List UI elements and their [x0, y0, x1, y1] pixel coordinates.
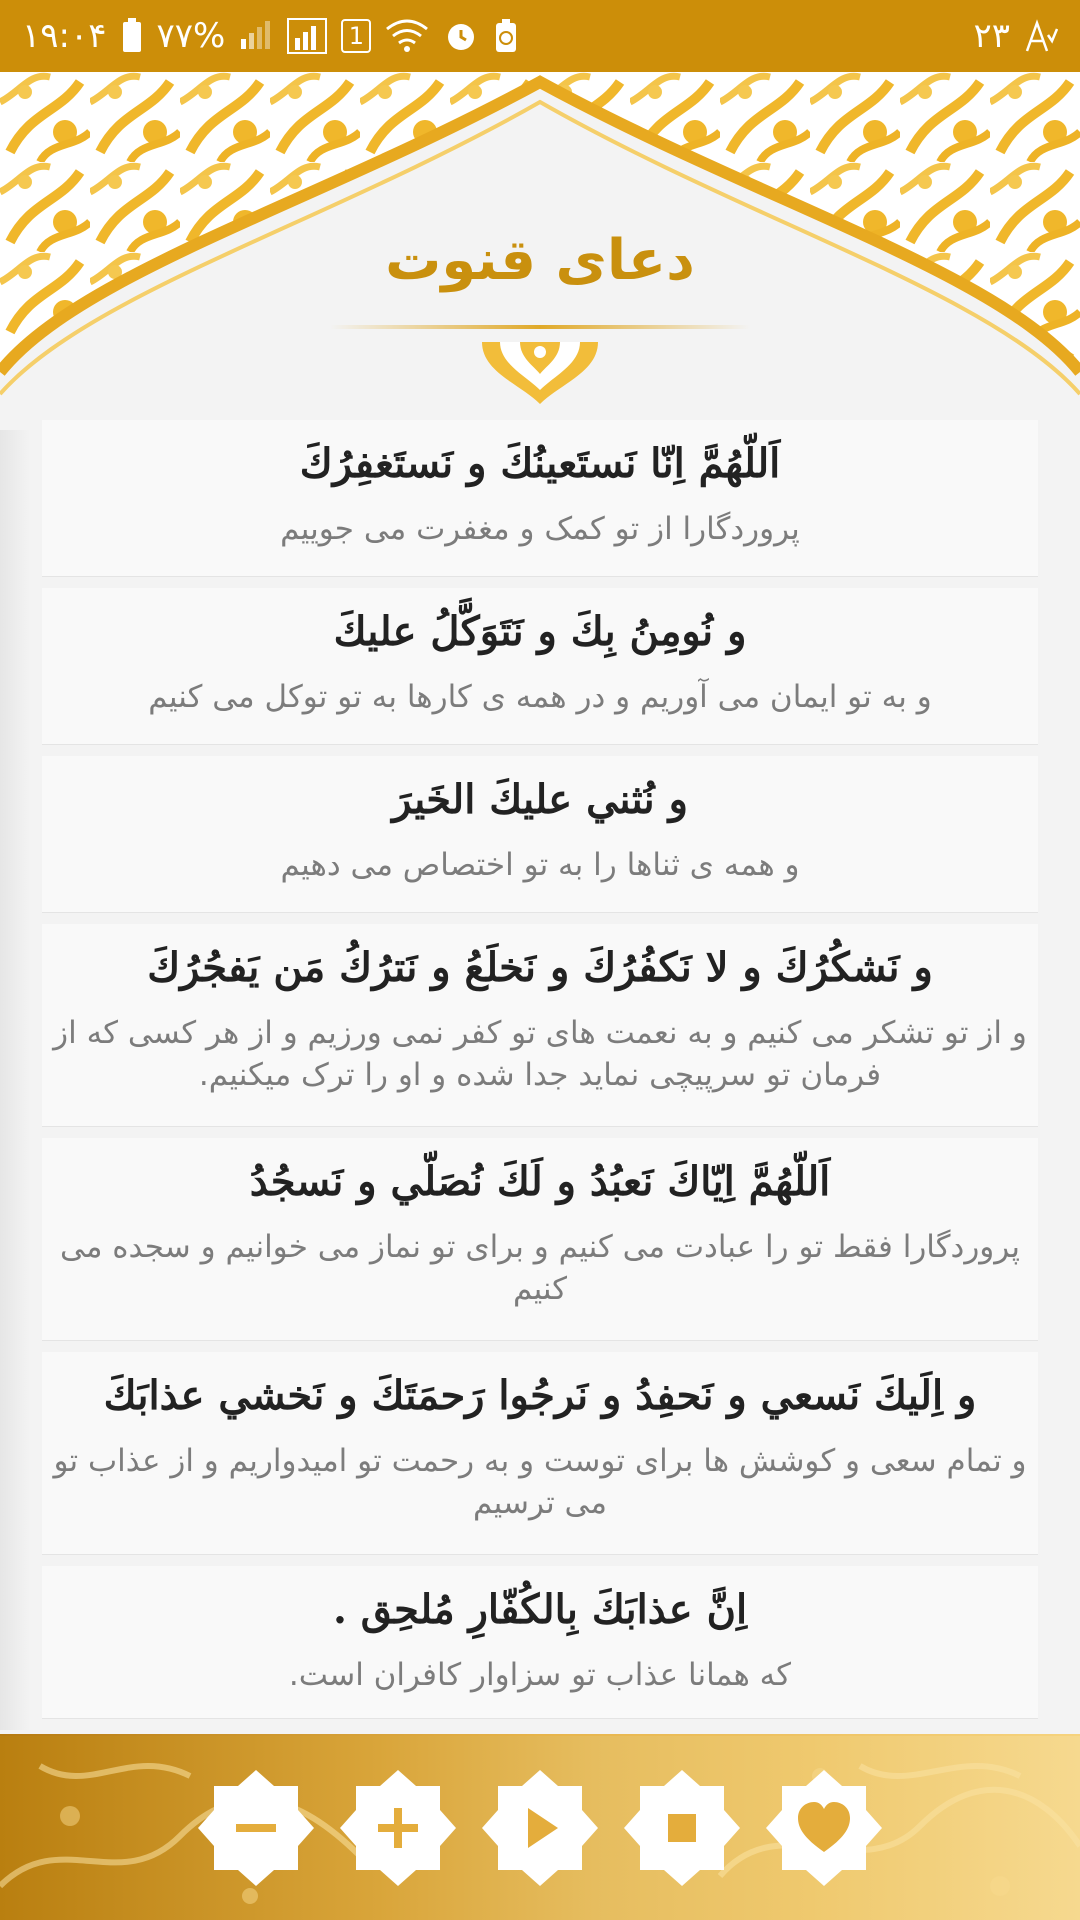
verse-translation: و به تو ایمان می آوریم و در همه ی کارها به تو توکل می کنیم: [148, 679, 932, 715]
stop-icon: [622, 1768, 742, 1888]
verse-translation: و تمام سعی و کوشش ها برای توست و به رحمت تو امیدواریم و از عذاب تو می ترسیم: [53, 1443, 1027, 1521]
zoom-in-button[interactable]: [338, 1768, 458, 1888]
verse-translation: و همه ی ثناها را به تو اختصاص می دهیم: [280, 847, 800, 883]
status-right: [973, 16, 1058, 56]
verse-card[interactable]: [42, 1566, 1038, 1718]
verse-card[interactable]: [42, 1352, 1038, 1554]
signal-icon: [239, 21, 273, 51]
play-icon: [480, 1768, 600, 1888]
sim-badge: 1: [341, 19, 371, 53]
verse-card[interactable]: [42, 756, 1038, 912]
verses-list[interactable]: [42, 420, 1038, 1730]
verse-arabic: و نُثني عليكَ الخَيرَ: [392, 776, 688, 823]
status-day: ۲۳: [973, 16, 1010, 56]
stop-button[interactable]: [622, 1768, 742, 1888]
status-time: ۱۹:۰۴: [22, 16, 107, 56]
zoom-out-button[interactable]: [196, 1768, 316, 1888]
status-left: [22, 16, 519, 56]
verse-translation: که همانا عذاب تو سزاوار کافران است.: [288, 1657, 792, 1693]
verse-card[interactable]: [42, 1138, 1038, 1340]
page-title: دعای قنوت: [385, 228, 695, 293]
battery-icon: [121, 18, 143, 54]
verse-arabic: اَللّهُمَّ اِيّاكَ نَعبُدُ و لَكَ نُصَلّي و نَسجُدُ: [249, 1158, 831, 1205]
verse-translation: و از تو تشکر می کنیم و به نعمت های تو کفر نمی ورزیم و از هر کسی که از فرمان تو سرپیچی نماید جدا شده و او را ترک میکنیم.: [53, 1015, 1027, 1093]
font-size-icon: [1024, 19, 1058, 53]
verse-arabic: و نُومِنُ بِكَ و نَتَوَكَّلُ عليكَ: [333, 608, 747, 655]
play-button[interactable]: [480, 1768, 600, 1888]
bottom-control-bar: [0, 1736, 1080, 1920]
heart-icon: [764, 1768, 884, 1888]
recycle-battery-icon: [493, 18, 519, 54]
side-shadow: [0, 430, 30, 1730]
status-bar: [0, 0, 1080, 72]
verse-card[interactable]: [42, 588, 1038, 744]
title-divider: [330, 325, 750, 329]
verse-translation: پروردگارا فقط تو را عبادت می کنیم و برای تو نماز می خوانیم و سجده می کنیم: [59, 1229, 1020, 1307]
alarm-icon: [443, 18, 479, 54]
minus-icon: [196, 1768, 316, 1888]
verse-card[interactable]: [42, 420, 1038, 576]
battery-percent: ۷۷%: [156, 16, 226, 56]
verse-arabic: و اِلَيكَ نَسعي و نَحفِدُ و نَرجُوا رَحمَتَكَ و نَخشي عذابَكَ: [103, 1372, 977, 1419]
verse-translation: پروردگارا از تو کمک و مغفرت می جوییم: [280, 511, 800, 547]
verse-card[interactable]: [42, 924, 1038, 1126]
signal-box-icon: [287, 18, 327, 54]
favorite-button[interactable]: [764, 1768, 884, 1888]
verse-arabic: اِنَّ عذابَكَ بِالكُفّارِ مُلحِق .: [332, 1586, 748, 1633]
wifi-icon: [385, 19, 429, 53]
verse-arabic: و نَشكُرُكَ و لا نَكفُرُكَ و نَخلَعُ و نَترُكُ مَن يَفجُرُكَ: [147, 944, 933, 991]
verse-arabic: اَللّهُمَّ اِنّا نَستَعينُكَ و نَستَغفِرُكَ: [299, 440, 781, 487]
plus-icon: [338, 1768, 458, 1888]
playback-controls: [0, 1736, 1080, 1920]
